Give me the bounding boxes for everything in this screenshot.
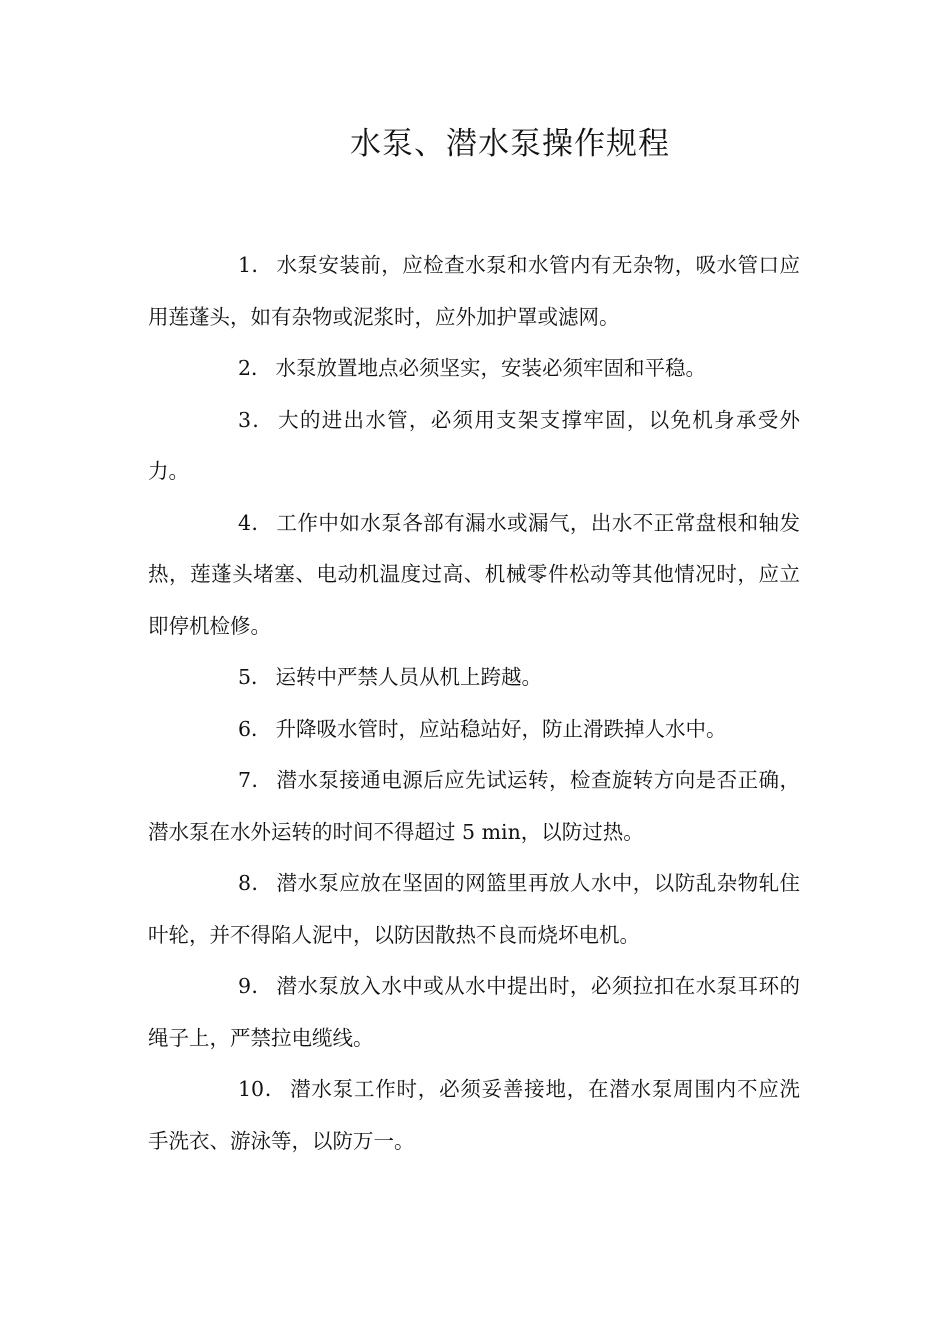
list-item — [148, 1064, 800, 1167]
item-number: 2． — [238, 356, 272, 380]
item-text: 运转中严禁人员从机上跨越。 — [275, 665, 543, 689]
list-item — [148, 961, 800, 1064]
item-text: 工作中如水泵各部有漏水或漏气，出水不正常盘根和轴发热，莲蓬头堵塞、电动机温度过高、机械零件松动等其他情况时，应立即停机检修。 — [148, 510, 801, 638]
item-number: 8． — [238, 871, 273, 895]
list-item — [148, 343, 800, 395]
item-text: 潜水泵工作时，必须妥善接地，在潜水泵周围内不应洗手洗衣、游泳等，以防万一。 — [148, 1077, 800, 1153]
document-body — [148, 240, 800, 1167]
list-item — [148, 498, 800, 653]
list-item — [148, 858, 800, 961]
item-text: 潜水泵接通电源后应先试运转，检查旋转方向是否正确，潜水泵在水外运转的时间不得超过 5 min，以防过热。 — [148, 768, 801, 844]
item-number: 3． — [238, 407, 275, 432]
list-item — [148, 755, 800, 858]
list-item — [148, 395, 800, 498]
list-item — [148, 240, 800, 343]
list-item — [148, 704, 800, 756]
item-text: 水泵放置地点必须坚实，安装必须牢固和平稳。 — [275, 356, 707, 380]
item-number: 9． — [238, 974, 273, 998]
item-number: 10． — [238, 1077, 287, 1101]
item-number: 1． — [238, 253, 273, 277]
item-number: 4． — [238, 510, 273, 535]
item-text: 大的进出水管，必须用支架支撑牢固，以免机身承受外力。 — [148, 407, 800, 483]
item-number: 5． — [238, 665, 272, 689]
item-text: 升降吸水管时，应站稳站好，防止滑跌掉人水中。 — [275, 716, 727, 741]
item-text: 水泵安装前，应检查水泵和水管内有无杂物，吸水管口应用莲蓬头，如有杂物或泥浆时，应外加护罩或滤网。 — [148, 253, 801, 329]
list-item — [148, 652, 800, 704]
document-title: 水泵、潜水泵操作规程 — [350, 126, 670, 162]
item-text: 潜水泵放入水中或从水中提出时，必须拉扣在水泵耳环的绳子上，严禁拉电缆线。 — [148, 974, 801, 1050]
item-text: 潜水泵应放在坚固的网篮里再放人水中，以防乱杂物轧住叶轮，并不得陷人泥中，以防因散热不良而烧坏电机。 — [148, 871, 801, 947]
item-number: 6． — [238, 716, 272, 741]
item-number: 7． — [238, 768, 273, 792]
